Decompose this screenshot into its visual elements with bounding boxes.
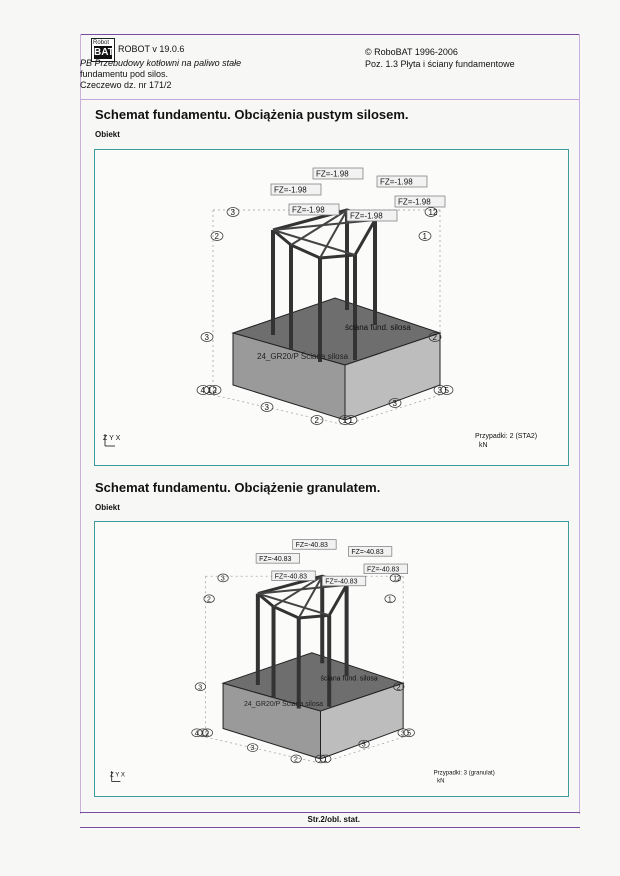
- node-number: 2: [314, 416, 319, 425]
- logo-mark: BAT: [94, 47, 114, 58]
- load-value: FZ=-1.98: [350, 211, 383, 221]
- node-number: 2: [212, 386, 217, 395]
- node-number: 1: [348, 416, 353, 425]
- node-number: 1: [200, 730, 205, 738]
- node-number: 4: [200, 386, 205, 395]
- axes-label: Z Y X: [109, 771, 125, 779]
- node-number: 1: [342, 416, 347, 425]
- foundation-model-drawing: [95, 150, 568, 465]
- node-number: 2: [205, 730, 210, 738]
- node-number: 3: [230, 208, 235, 217]
- load-value: FZ=-1.98: [274, 185, 307, 195]
- position-label: Poz. 1.3 Płyta i ściany fundamentowe: [365, 59, 515, 69]
- node-number: 1: [207, 386, 212, 395]
- model-group: [103, 168, 537, 449]
- page-footer: [80, 812, 580, 828]
- node-number: 5: [444, 386, 449, 395]
- node-number: 3: [220, 575, 225, 583]
- load-value: FZ=-1.98: [398, 197, 431, 207]
- node-number: 3: [264, 403, 269, 412]
- silo-bracing: [273, 230, 355, 255]
- node-number: 3: [250, 745, 255, 753]
- load-value: FZ=-1.98: [380, 177, 413, 187]
- section-2-object-label: Obiekt: [95, 503, 120, 512]
- load-value: FZ=-1.98: [292, 205, 325, 215]
- node-number: 2: [206, 596, 211, 604]
- node-number: 3: [392, 399, 397, 408]
- node-number: 1: [318, 756, 323, 764]
- load-value: FZ=-40.83: [259, 555, 292, 563]
- load-value: FZ=-40.83: [274, 573, 308, 581]
- logo-top-text: Robot: [93, 40, 110, 46]
- node-number: 3: [204, 333, 209, 342]
- section-1-drawing: [94, 149, 569, 466]
- page-border-right: [579, 34, 580, 814]
- foundation-model-drawing: [95, 522, 504, 796]
- wall-label: ściana fund. silosa: [345, 323, 411, 332]
- software-version: ROBOT v 19.0.6: [118, 44, 185, 54]
- copyright: © RoboBAT 1996-2006: [365, 47, 458, 57]
- load-value: FZ=-1.98: [316, 169, 349, 179]
- node-number: 12: [393, 575, 401, 583]
- node-number: 5: [407, 730, 411, 738]
- slab-label: 24_GR20/P Ściana silosa: [257, 352, 349, 361]
- load-value: FZ=-40.83: [325, 578, 358, 586]
- load-value: FZ=-40.83: [351, 549, 384, 557]
- node-number: 2: [432, 333, 437, 342]
- slab-label: 24_GR20/P Ściana silosa: [243, 700, 324, 708]
- node-number: 1: [387, 596, 392, 604]
- node-number: 4: [194, 730, 199, 738]
- section-1-title: Schemat fundamentu. Obciążenia pustym silosem.: [95, 107, 409, 122]
- load-case-label: Przypadki: 3 (granulat): [433, 769, 495, 777]
- axes-label: Z Y X: [103, 435, 121, 442]
- node-number: 1: [422, 232, 427, 241]
- silo-bracing: [258, 594, 329, 616]
- node-number: 2: [293, 756, 298, 764]
- node-number: 1: [323, 756, 328, 764]
- node-number: 12: [428, 208, 438, 217]
- unit-label: kN: [437, 777, 445, 785]
- load-value: FZ=-40.83: [367, 566, 400, 574]
- page-border-left: [80, 34, 81, 814]
- page-number: Str.2/obl. stat.: [307, 815, 360, 824]
- section-2-drawing: [94, 521, 569, 797]
- node-number: 3: [198, 684, 203, 692]
- node-number: 2: [396, 684, 401, 692]
- project-line-2: fundamentu pod silos.: [80, 69, 169, 79]
- unit-label: kN: [479, 442, 488, 449]
- node-number: 3: [361, 741, 366, 749]
- load-value: FZ=-40.83: [295, 542, 328, 550]
- node-number: 2: [214, 232, 219, 241]
- project-line-1: PB Przebudowy kotłowni na paliwo stałe: [80, 58, 242, 68]
- node-number: 3: [437, 386, 442, 395]
- load-case-label: Przypadki: 2 (STA2): [475, 433, 538, 440]
- model-group: [110, 540, 495, 785]
- section-1-object-label: Obiekt: [95, 130, 120, 139]
- section-2-title: Schemat fundamentu. Obciążenie granulatem.: [95, 480, 381, 495]
- wall-label: ściana fund. silosa: [320, 675, 378, 683]
- node-number: 3: [400, 730, 405, 738]
- project-line-3: Czeczewo dz. nr 171/2: [80, 80, 172, 90]
